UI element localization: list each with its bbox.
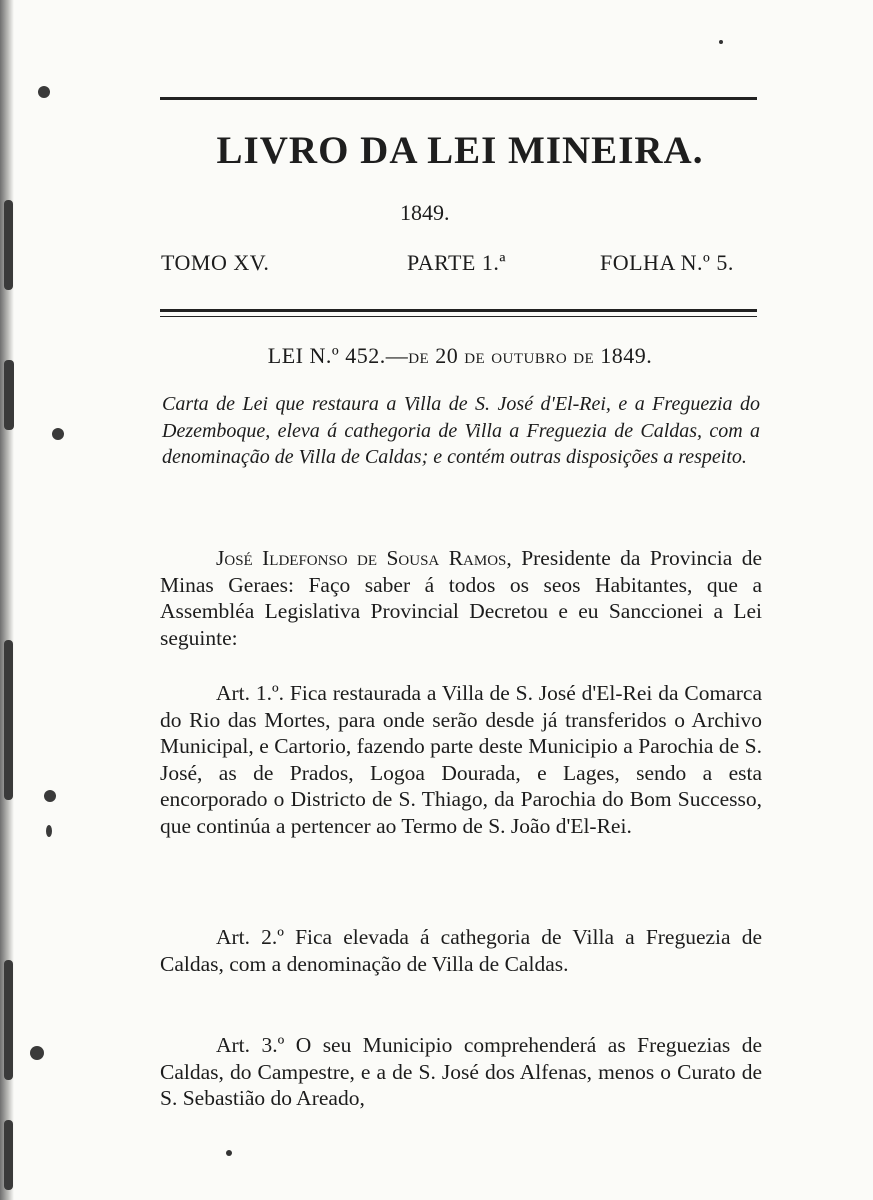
scan-blot: [38, 86, 50, 98]
scan-blot: [4, 360, 14, 430]
article-1: Art. 1.º. Fica restaurada a Villa de S. José d'El-Rei da Comarca do Rio das Mortes, para onde serão desde já transferidos o Archivo Municipal, e Cartorio, fazendo parte deste Municipio a Parochia de S. José, as de Prados, Logoa Dourada, e Lages, sendo a esta encorporado o Districto de S. Thiago, da Parochia do Bom Successo, que continúa a pertencer ao Termo de S. João d'El-Rei.: [160, 681, 762, 838]
law-date: de 20 de outubro de 1849.: [408, 343, 653, 368]
journal-title: LIVRO DA LEI MINEIRA.: [216, 129, 704, 172]
folha-label: FOLHA N.º 5.: [600, 250, 734, 275]
law-number: LEI N.º 452.—: [267, 343, 409, 368]
parte-label: PARTE 1.ª: [407, 250, 506, 275]
scan-blot: [46, 825, 52, 837]
article-2: Art. 2.º Fica elevada á cathegoria de Villa a Freguezia de Caldas, com a denominação de Villa de Caldas.: [160, 925, 762, 976]
publication-year: 1849.: [400, 200, 450, 225]
scan-blot: [4, 200, 13, 290]
scan-blot: [4, 1120, 13, 1190]
law-heading: [160, 343, 760, 369]
header-rule-top: [160, 97, 757, 100]
scan-blot: [52, 428, 64, 440]
header-rule-bottom: [160, 309, 757, 312]
intro-text: , Presidente da Provincia de Minas Geraes: Faço saber á todos os seos Habitantes, que a Assembléa Legislativa Provincial Decretou e eu Sanccionei a Lei seguinte:: [160, 546, 763, 650]
scan-blot: [4, 960, 13, 1080]
law-summary: Carta de Lei que restaura a Villa de S. José d'El-Rei, e a Freguezia do Dezemboque, eleva á cathegoria de Villa a Freguezia de Caldas, com a denominação de Villa de Caldas; e contém outras disposições a respeito.: [162, 393, 760, 468]
header-rule-bottom-thin: [160, 316, 757, 317]
scan-speck: [226, 1150, 232, 1156]
scan-blot: [30, 1046, 44, 1060]
president-name: José Ildefonso de Sousa Ramos: [216, 546, 507, 570]
article-3: Art. 3.º O seu Municipio comprehenderá as Freguezias de Caldas, do Campestre, e a de S. José dos Alfenas, menos o Curato de S. Sebastião do Areado,: [160, 1033, 762, 1110]
scan-blot: [44, 790, 56, 802]
scan-blot: [4, 640, 13, 800]
scan-speck: [719, 40, 723, 44]
tomo-label: TOMO XV.: [161, 250, 270, 275]
intro-paragraph: [160, 545, 762, 651]
